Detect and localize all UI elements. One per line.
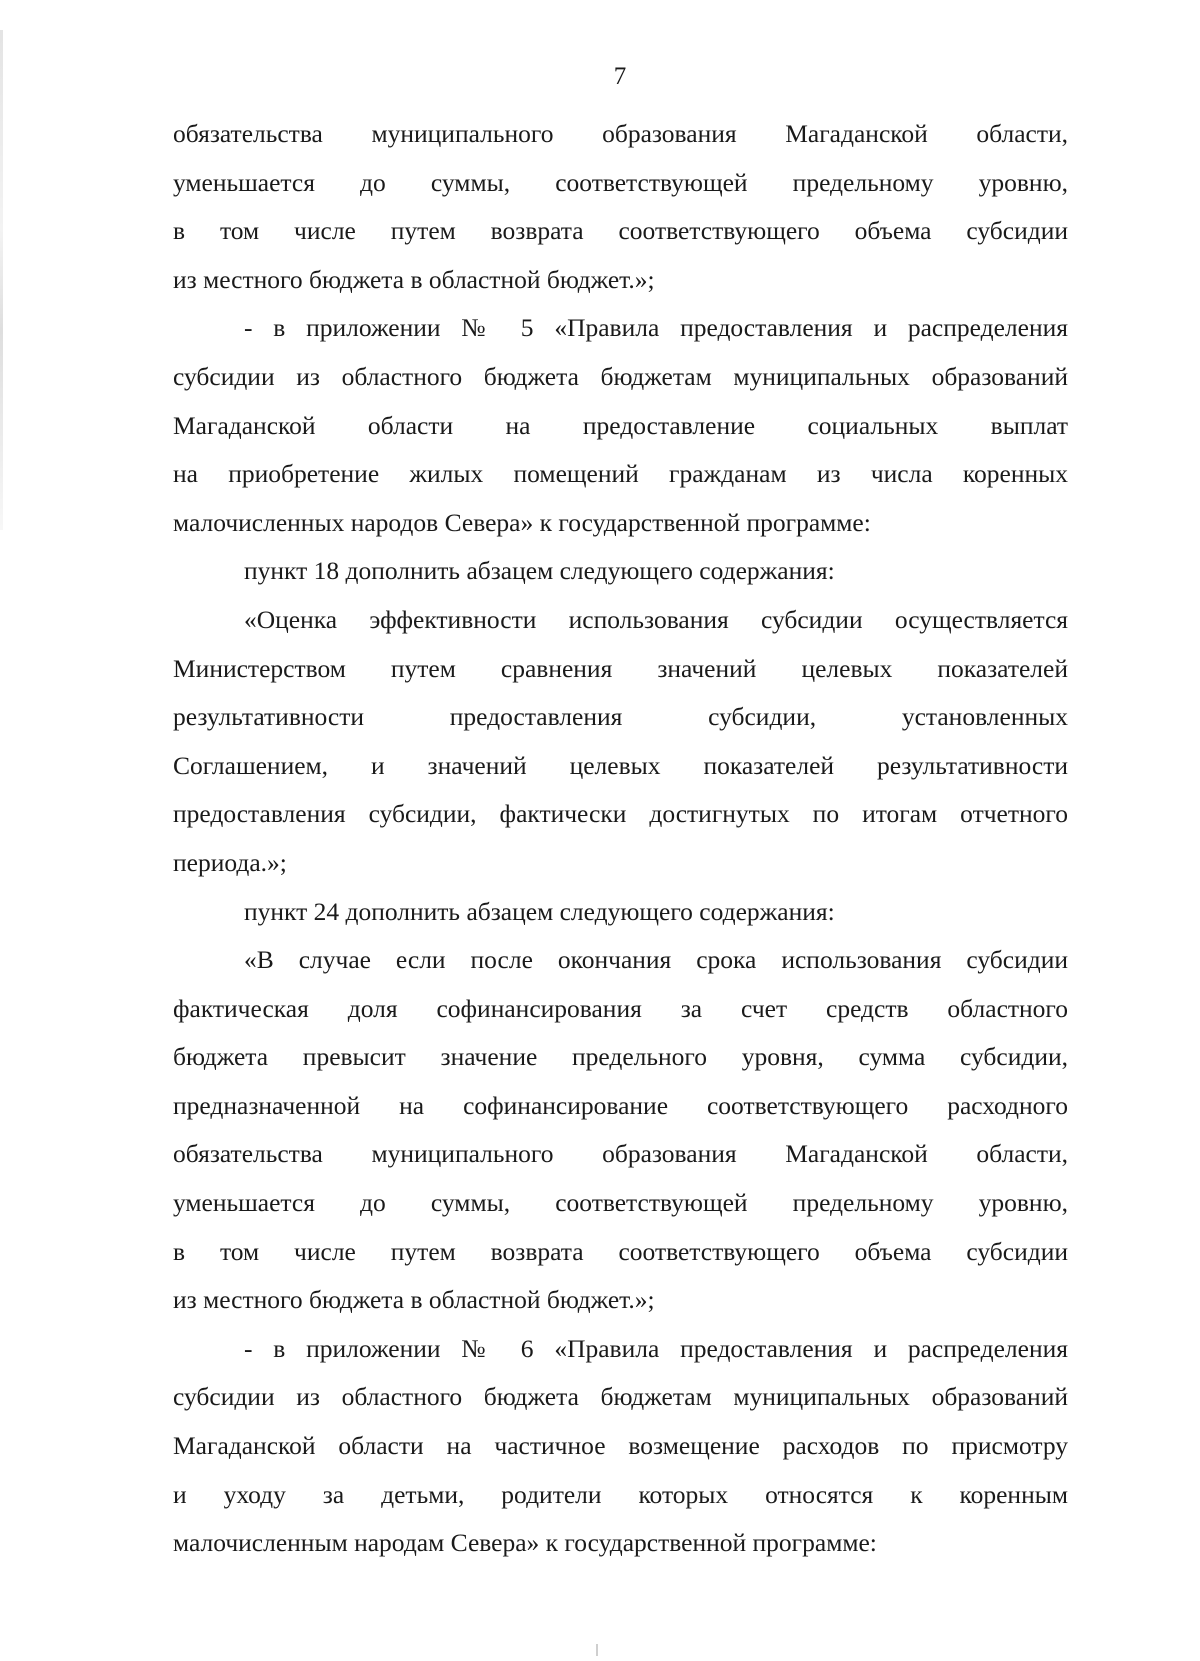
text-line: Министерством путем сравнения значений целевых показателей — [173, 653, 1068, 683]
scan-mark — [596, 1644, 598, 1656]
text-line: на приобретение жилых помещений гражданам из числа коренных — [173, 459, 1068, 489]
text-line: уменьшается до суммы, соответствующей предельному уровню, — [173, 1188, 1068, 1218]
text-line: фактическая доля софинансирования за счет средств областного — [173, 993, 1068, 1023]
text-line: субсидии из областного бюджета бюджетам муниципальных образований — [173, 361, 1068, 391]
text-line: пункт 18 дополнить абзацем следующего содержания: — [244, 556, 835, 586]
scan-edge-shadow — [0, 30, 3, 530]
text-line: субсидии из областного бюджета бюджетам муниципальных образований — [173, 1382, 1068, 1412]
text-line: - в приложении № 6 «Правила предоставления и распределения — [244, 1333, 1068, 1363]
text-line: малочисленным народам Севера» к государственной программе: — [173, 1528, 877, 1558]
document-body — [173, 110, 1068, 1568]
text-line: обязательства муниципального образования Магаданской области, — [173, 1139, 1068, 1169]
text-line: из местного бюджета в областной бюджет.»; — [173, 1285, 655, 1315]
text-line: из местного бюджета в областной бюджет.»; — [173, 264, 655, 294]
text-line: обязательства муниципального образования Магаданской области, — [173, 119, 1068, 148]
text-line: в том числе путем возврата соответствующего объема субсидии — [173, 1236, 1068, 1266]
text-line: «В случае если после окончания срока использования субсидии — [244, 945, 1068, 975]
text-line: периода.»; — [173, 847, 287, 877]
paragraph-continuation — [173, 110, 1068, 304]
text-line: малочисленных народов Севера» к государственной программе: — [173, 507, 871, 537]
text-line: бюджета превысит значение предельного уровня, сумма субсидии, — [173, 1042, 1068, 1072]
text-line: «Оценка эффективности использования субсидии осуществляется — [244, 604, 1068, 634]
text-line: результативности предоставления субсидии, установленных — [173, 702, 1068, 732]
text-line: и уходу за детьми, родители которых относятся к коренным — [173, 1479, 1068, 1509]
paragraph-appendix-6 — [173, 1325, 1068, 1568]
text-line: предназначенной на софинансирование соответствующего расходного — [173, 1090, 1068, 1120]
text-line: пункт 24 дополнить абзацем следующего содержания: — [244, 896, 835, 926]
text-line: Магаданской области на частичное возмещение расходов по присмотру — [173, 1431, 1068, 1461]
page-number: 7 — [613, 63, 627, 90]
paragraph-point-24 — [173, 888, 1068, 937]
text-line: в том числе путем возврата соответствующего объема субсидии — [173, 216, 1068, 246]
text-line: Соглашением, и значений целевых показателей результативности — [173, 750, 1068, 780]
paragraph-cofinancing-case — [173, 936, 1068, 1325]
text-line: - в приложении № 5 «Правила предоставления и распределения — [244, 313, 1068, 343]
paragraph-appendix-5 — [173, 304, 1068, 547]
text-line: предоставления субсидии, фактически достигнутых по итогам отчетного — [173, 799, 1068, 829]
paragraph-efficiency-evaluation — [173, 596, 1068, 888]
paragraph-point-18 — [173, 547, 1068, 596]
text-line: уменьшается до суммы, соответствующей предельному уровню, — [173, 167, 1068, 197]
text-line: Магаданской области на предоставление социальных выплат — [173, 410, 1068, 440]
